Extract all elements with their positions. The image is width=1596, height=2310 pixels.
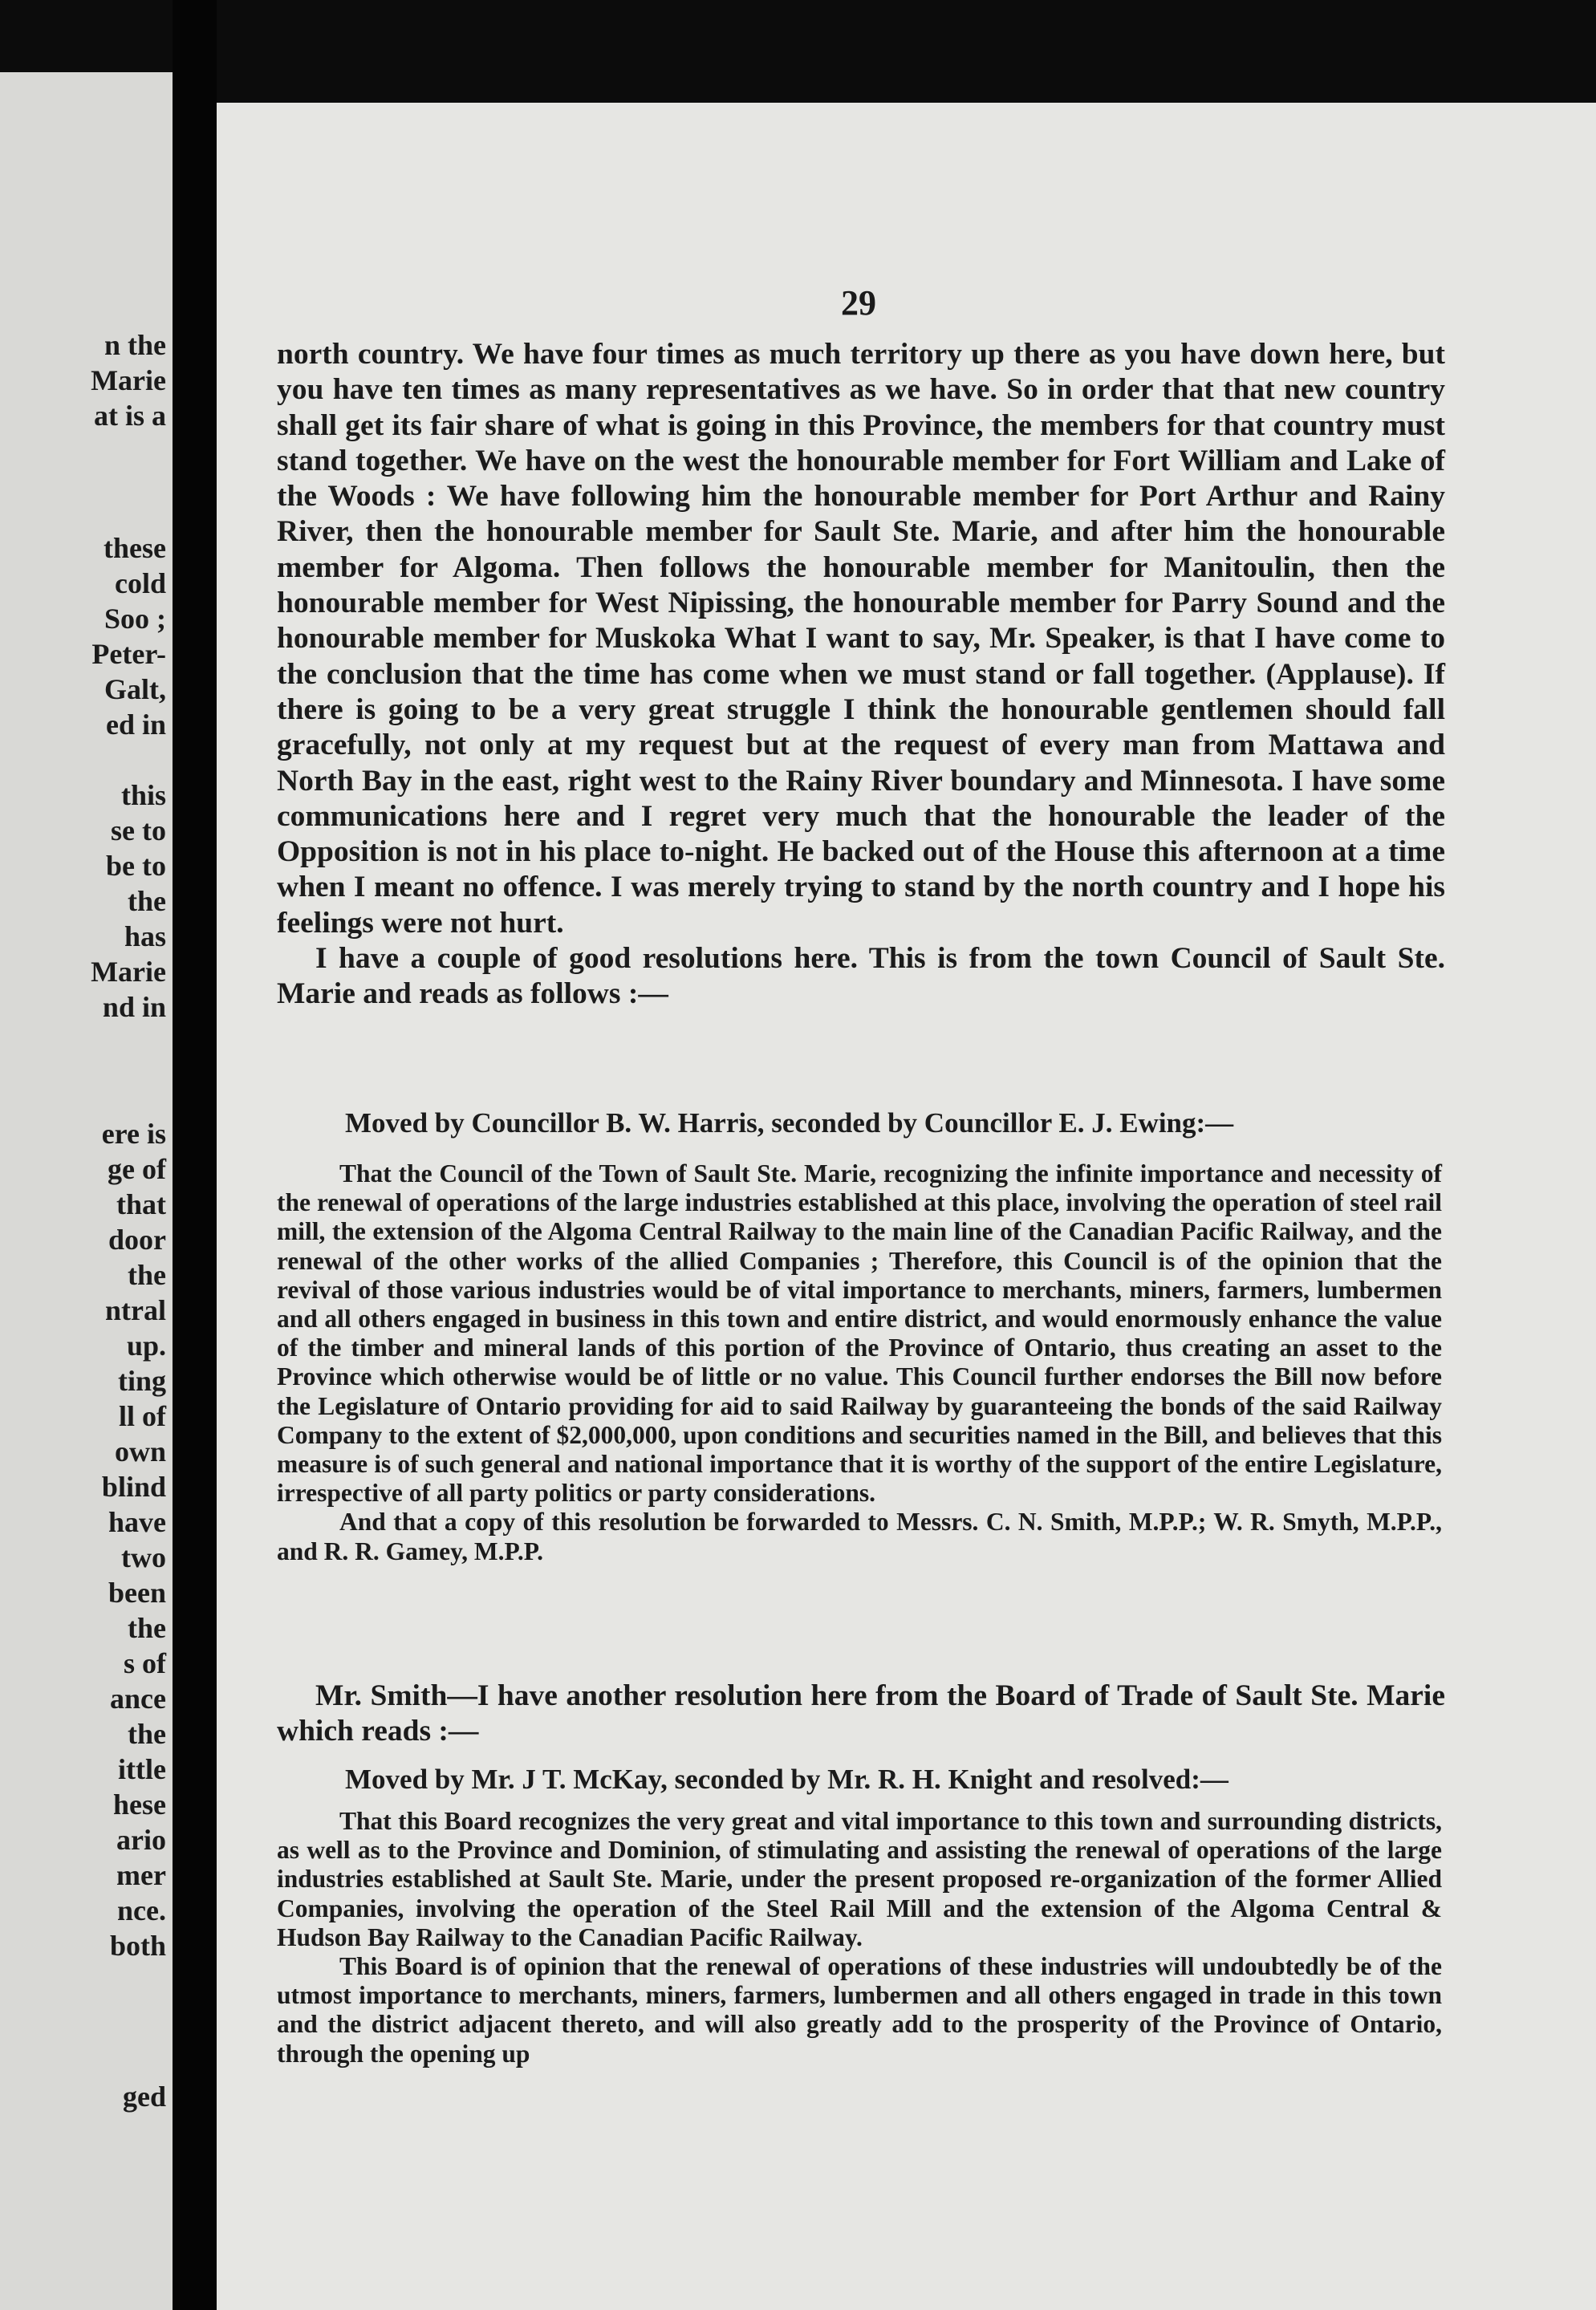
left-page-line: that bbox=[116, 1188, 166, 1220]
motion-line: Moved by Mr. J T. McKay, seconded by Mr. R. H. Knight and resolved:— bbox=[345, 1764, 1228, 1795]
left-page-line: nd in bbox=[102, 991, 166, 1023]
left-page-line: ge of bbox=[108, 1153, 166, 1185]
left-page-line: cold bbox=[114, 567, 166, 599]
left-page-line: own bbox=[114, 1435, 166, 1468]
left-page-line: has bbox=[124, 920, 166, 952]
speech-paragraph: I have a couple of good resolutions here. This is from the town Council of Sault Ste. Marie and reads as follows :— bbox=[277, 942, 1445, 1011]
left-page-line: have bbox=[108, 1506, 166, 1538]
left-page-line: nce. bbox=[117, 1894, 166, 1926]
left-page-line: up. bbox=[126, 1330, 166, 1362]
left-page-line: door bbox=[108, 1224, 166, 1256]
left-page-line: two bbox=[121, 1541, 166, 1573]
speech-text bbox=[277, 337, 1445, 1013]
motion-line: Moved by Councillor B. W. Harris, seconded by Councillor E. J. Ewing:— bbox=[345, 1107, 1234, 1139]
left-page-line: ere is bbox=[101, 1118, 166, 1150]
left-page-line: ting bbox=[117, 1365, 166, 1397]
left-page-line: this bbox=[120, 779, 166, 811]
left-page-line: s of bbox=[124, 1647, 166, 1679]
resolution-paragraph: This Board is of opinion that the renewal of operations of these industries will undoubtedly be of the utmost importance to merchants, miners, farmers, lumbermen and all others engaged in trade in this town and the district adjacent thereto, and will also greatly add to the prosperity of the Province of Ontario, through the opening up bbox=[277, 1952, 1442, 2068]
left-page-line: Galt, bbox=[104, 673, 166, 705]
left-page-line: ll of bbox=[119, 1400, 166, 1432]
resolution-paragraph: That the Council of the Town of Sault Ste. Marie, recognizing the infinite importance and necessity of the renewal of operations of the large industries established at this place, involving the operation of steel rail mill, the extension of the Algoma Central Railway to the main line of the Canadian Pacific Railway, and the renewal of the other works of the allied Companies ; Therefore, this Council is of the opinion that the revival of those various industries would be of vital importance to merchants, miners, farmers, lumbermen and all others engaged in business in this town and entire district, and would enormously enhance the value of the timber and mineral lands of this portion of the Province of Ontario, thus creating an asset to the Province which otherwise would be of little or no value. This Council further endorses the Bill now before the Legislature of Ontario providing for aid to said Railway by guaranteeing the bonds of the said Railway Company to the extent of $2,000,000, upon conditions and securities named in the Bill, and believes that this measure is of such general and national importance that it is worthy of the support of the entire Legislature, irrespective of all party politics or party considerations. bbox=[277, 1159, 1442, 1508]
resolution-paragraph: That this Board recognizes the very great and vital importance to this town and surrounding districts, as well as to the Province and Dominion, of stimulating and assisting the renewal of operations of the large industries established at Sault Ste. Marie, under the present proposed re-organization of the former Allied Companies, involving the operation of the Steel Rail Mill and the extension of the Algoma Central & Hudson Bay Railway to the Canadian Pacific Railway. bbox=[277, 1807, 1442, 1951]
left-page-line: ittle bbox=[118, 1753, 166, 1785]
left-page-line: both bbox=[109, 1930, 166, 1962]
left-page-line: be to bbox=[106, 850, 166, 882]
speech-paragraph: Mr. Smith—I have another resolution here from the Board of Trade of Sault Ste. Marie which reads :— bbox=[277, 1679, 1445, 1748]
left-page-line: the bbox=[128, 1259, 166, 1291]
page-number: 29 bbox=[841, 283, 876, 323]
left-page-line: blind bbox=[101, 1471, 166, 1503]
left-page-line: ntral bbox=[105, 1294, 166, 1326]
left-page-line: these bbox=[104, 532, 166, 564]
speech-paragraph: north country. We have four times as much territory up there as you have down here, but you have ten times as many representatives as we have. So in order that that new country shall get its fair share of what is going in this Province, the members for that country must stand together. We have on the west the honourable member for Fort William and Lake of the Woods : We have following him the honourable member for Port Arthur and Rainy River, then the honourable member for Sault Ste. Marie, and after him the honourable member for Algoma. Then follows the honourable member for Manitoulin, then the honourable member for West Nipissing, the honourable member for Parry Sound and the honourable member for Muskoka What I want to say, Mr. Speaker, is that I have come to the conclusion that the time has come when we must stand or fall together. (Applause). If there is going to be a very great struggle I think the honourable gentlemen should fall gracefully, not only at my request but at the request of every man from Mattawa and North Bay in the east, right west to the Rainy River boundary and Minnesota. I have some communications here and I regret very much that the honourable the leader of the Opposition is not in his place to-night. He backed out of the House this afternoon at a time when I meant no offence. I was merely trying to stand by the north country and I hope his feelings were not hurt. bbox=[277, 338, 1445, 940]
left-page-line: Peter- bbox=[91, 638, 166, 670]
left-page-line: se to bbox=[111, 814, 166, 846]
left-page-line: n the bbox=[104, 329, 166, 361]
left-page-line: ance bbox=[110, 1683, 166, 1715]
left-page-line: Marie bbox=[91, 364, 166, 396]
left-page-line: been bbox=[108, 1577, 166, 1609]
left-page-line: ged bbox=[123, 2081, 166, 2113]
left-page-line: hese bbox=[113, 1788, 166, 1821]
adjacent-page-fragment bbox=[0, 72, 173, 2310]
left-page-line: the bbox=[128, 1718, 166, 1750]
speech-text bbox=[277, 1679, 1445, 1750]
resolution-paragraph: And that a copy of this resolution be forwarded to Messrs. C. N. Smith, M.P.P.; W. R. Smyth, M.P.P., and R. R. Gamey, M.P.P. bbox=[277, 1508, 1442, 1565]
board-resolution bbox=[277, 1807, 1442, 2068]
left-page-line: ed in bbox=[105, 708, 166, 741]
left-page-line: the bbox=[128, 885, 166, 917]
left-page-line: Soo ; bbox=[104, 603, 166, 635]
book-gutter bbox=[173, 0, 217, 2310]
left-page-line: mer bbox=[116, 1859, 166, 1891]
left-page-line: at is a bbox=[94, 400, 166, 432]
council-resolution bbox=[277, 1159, 1442, 1566]
left-page-line: ario bbox=[116, 1824, 166, 1856]
left-page-line: the bbox=[128, 1612, 166, 1644]
left-page-line: Marie bbox=[91, 956, 166, 988]
